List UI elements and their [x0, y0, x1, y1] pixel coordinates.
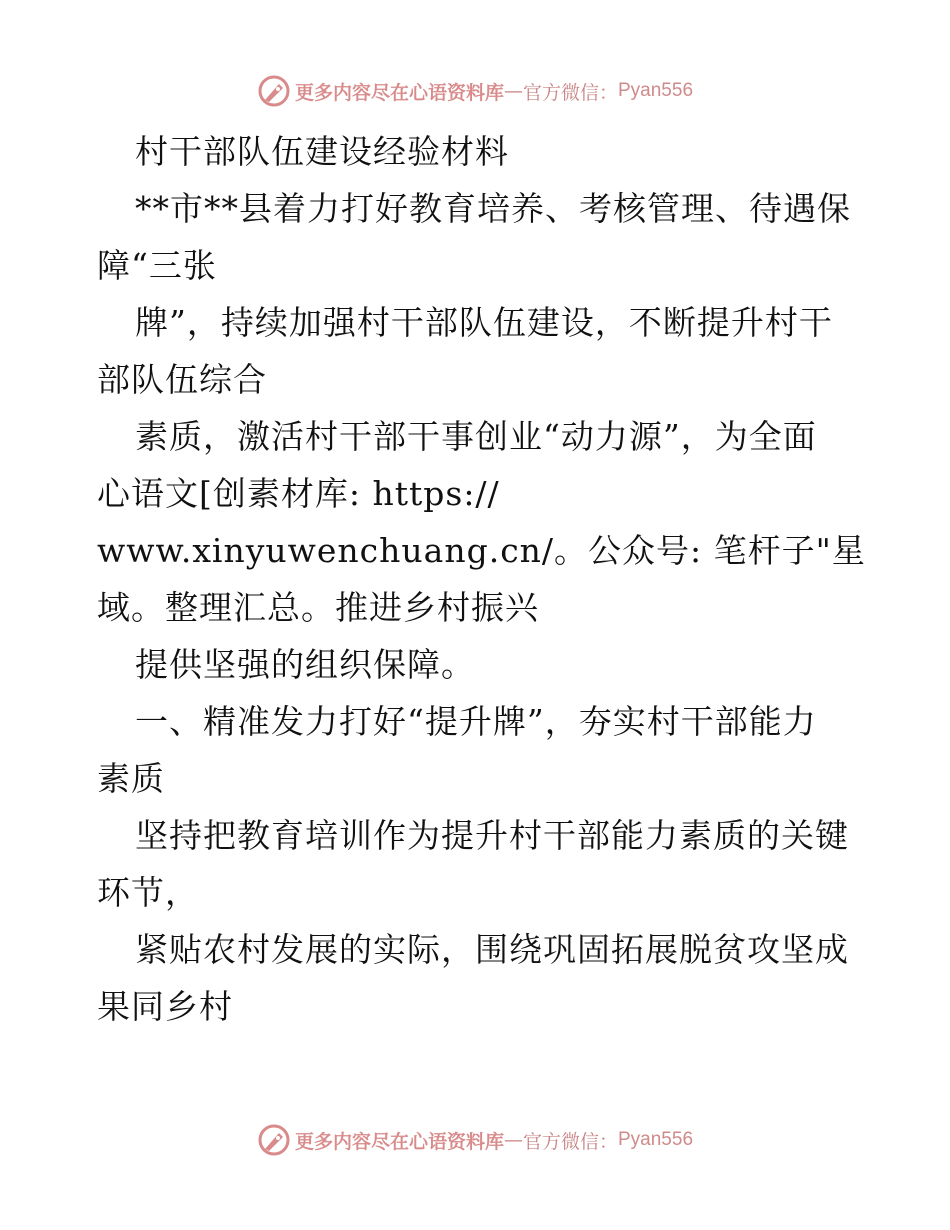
section-heading: 素质 [97, 759, 165, 798]
paragraph-line: 心语文[创素材库: https:// [97, 474, 500, 513]
footer-brand-text: 更多内容尽在心语资料库 [294, 1130, 504, 1153]
paragraph-line: 果同乡村 [97, 987, 233, 1026]
paragraph-line: **市**县着力打好教育培养、考核管理、待遇保 [135, 189, 851, 228]
paragraph-line: 牌”，持续加强村干部队伍建设，不断提升村干 [135, 303, 833, 342]
paragraph-line: 域。整理汇总。推进乡村振兴 [97, 588, 539, 627]
paragraph-line: 部队伍综合 [97, 360, 267, 399]
header-wechat-id: Pyan556 [618, 80, 694, 101]
paragraph-line: www.xinyuwenchuang.cn/。公众号: 笔杆子"星 [97, 531, 866, 570]
paragraph-line: 紧贴农村发展的实际，围绕巩固拓展脱贫攻坚成 [135, 930, 849, 969]
pen-nib-logo-icon [257, 74, 291, 108]
header-watermark [0, 71, 950, 111]
header-separator: — [503, 80, 523, 102]
footer-watermark [0, 1120, 950, 1160]
footer-separator: — [503, 1129, 523, 1151]
header-official-text: 官方微信： [522, 81, 618, 104]
paragraph-line: 环节， [97, 873, 199, 912]
paragraph-line: 坚持把教育培训作为提升村干部能力素质的关键 [135, 816, 849, 855]
pen-nib-logo-icon [257, 1123, 291, 1157]
footer-official-text: 官方微信： [522, 1130, 618, 1153]
document-body [97, 123, 866, 1035]
paragraph-line: 素质，激活村干部干事创业“动力源”，为全面 [135, 417, 817, 456]
paragraph-line: 提供坚强的组织保障。 [135, 645, 475, 684]
paragraph-line: 障“三张 [97, 246, 217, 285]
section-heading: 一、精准发力打好“提升牌”，夯实村干部能力 [135, 702, 817, 741]
footer-wechat-id: Pyan556 [618, 1129, 694, 1150]
header-brand-text: 更多内容尽在心语资料库 [294, 81, 504, 104]
document-title: 村干部队伍建设经验材料 [135, 132, 509, 171]
